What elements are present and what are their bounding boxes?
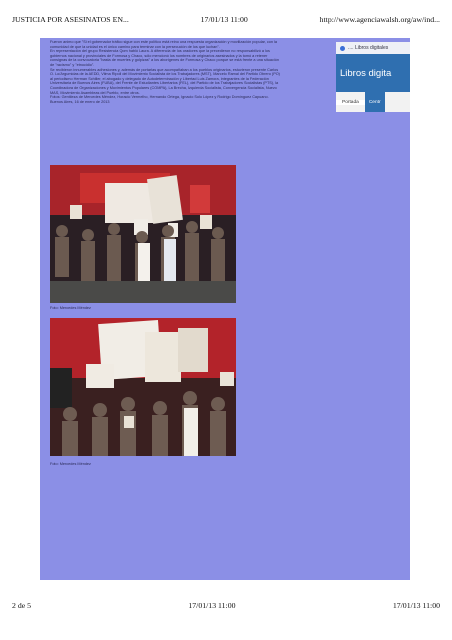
document-title: JUSTICIA POR ASESINATOS EN...	[12, 14, 129, 24]
photo-caption: Foto: Mercedes Méndez	[50, 462, 91, 466]
widget-banner[interactable]: Libros digita	[336, 54, 410, 92]
libros-digitales-widget[interactable]	[336, 42, 410, 112]
photo-caption: Foto: Mercedes Méndez	[50, 306, 91, 310]
article-photo-credits: Fotos: Gentileza de Mercedes Méndez, Horacio Vermelho, Hernando Ortega, Ignacio Solo López y Rodrigo Domínguez Capuano.	[50, 95, 269, 100]
widget-tabs	[336, 92, 410, 112]
page-url: http://www.agenciawalsh.org/aw/ind...	[319, 14, 440, 24]
footer-timestamp-right: 17/01/13 11:00	[392, 600, 440, 610]
print-header	[12, 12, 440, 26]
article-paragraph: Se recibieron innumerables adhesiones y, además de portarlas que acompañaban a los pueblos originarios, estuvieron presente Carlos O. Lo/Argumidas de la AEDD, Vilma Ripoll del Movimiento Socialista de los Trabajadores (MST), Marcelo Ramal del Partido Obrero (PO) al periodismo Herman Schiller, el abogado y delegado de Autodeterminación y Libertad Luis Zamora, integrantes de la Federación Universitaria de Buenos Aires (FUBA), del Frente de Estudiantes Libertarios (FEL), del Partido de los Trabajadores Socialistas (PTS), la Coordinadora de Organizaciones y Movimientos Populares (COMPA), La Brecha, Izquierda Socialista, Convergencia Socialista, Nuevo MAS, Movimiento Asambleas del Pueblo, entre otros.	[50, 67, 280, 95]
tab-centro[interactable]: Centr	[365, 92, 385, 112]
print-timestamp: 17/01/13 11:00	[200, 14, 248, 24]
bullet-icon	[340, 46, 345, 51]
protest-photo-1	[50, 165, 236, 303]
article-dateline: Buenos Aires, 16 de enero de 2013	[50, 99, 110, 104]
article-paragraph: En representación del grupo Resistencia Qom habló Laura. A diferencia de los oradores que la precedieron no responsabilizó a los gobiernos nacional y provinciales de Formosa y Chaco, sólo mencionó los nombres de originarios asesinados y la tomó a retener consignas de la convocatoria "basta de muertes y golpizas" a los aborígenes de Formosa y Chaco porque se está frente a una situación de "racismo" y "etnocidio".	[50, 49, 279, 67]
page-content-panel	[40, 38, 410, 580]
protest-photo-2	[50, 318, 236, 456]
widget-title: .... Libros digitales	[348, 45, 389, 51]
article-paragraph: Fueron animo que "Si el gobernador tráfico sigue con este político está reino una respuesta organización y movilización popular, con la comunidad de que la unidad es el único camino para terminar con la persecución de los que luchan".	[50, 40, 277, 49]
tab-portada[interactable]: Portada	[336, 100, 365, 105]
print-footer	[12, 598, 440, 612]
page-number: 2 de 5	[12, 600, 32, 610]
footer-timestamp: 17/01/13 11:00	[188, 600, 236, 610]
article-body	[50, 40, 280, 104]
widget-header	[336, 42, 410, 54]
